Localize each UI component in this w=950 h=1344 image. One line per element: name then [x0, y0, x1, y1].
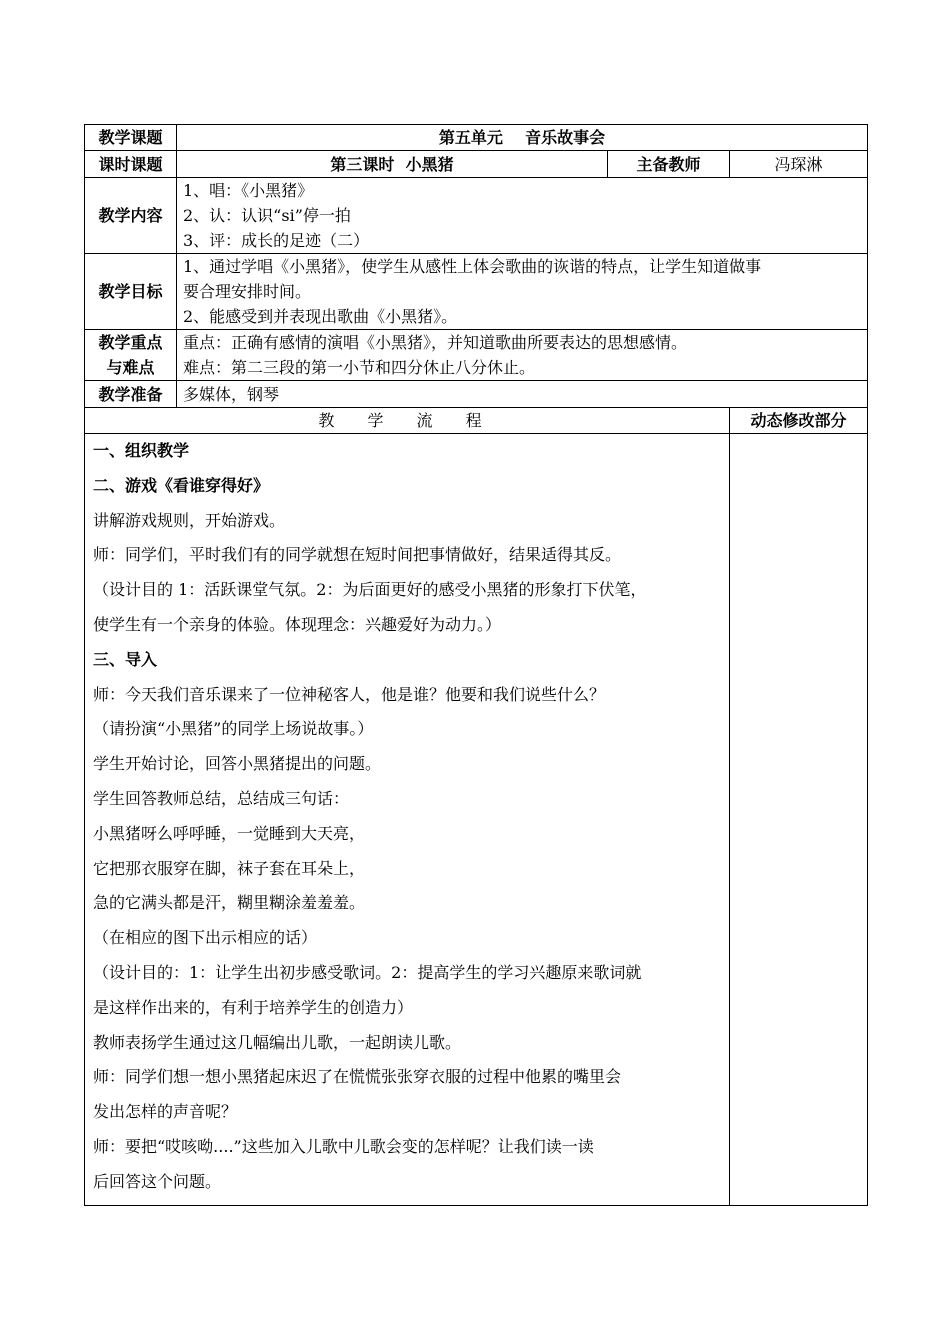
goals-row [85, 254, 868, 330]
flow-text-line: 学生回答教师总结，总结成三句话： [93, 788, 350, 808]
flow-section-heading: 二、游戏《看谁穿得好》 [93, 475, 270, 495]
prep-row [85, 381, 868, 408]
flow-header [85, 408, 730, 434]
prep-label: 教学准备 [85, 381, 177, 408]
goals-line: 2、能感受到并表现出歌曲《小黑猪》。 [183, 307, 458, 326]
goals-cell [177, 254, 868, 330]
flow-section-heading: 一、组织教学 [93, 441, 190, 460]
flow-text-line: 师：同学们，平时我们有的同学就想在短时间把事情做好，结果适得其反。 [93, 545, 622, 565]
revision-cell [730, 434, 868, 1206]
lesson-title: 第三课时 小黑猪 [177, 151, 608, 178]
flow-header-row [85, 408, 868, 434]
flow-text-line: （在相应的图下出示相应的话） [93, 928, 318, 948]
goals-line: 要合理安排时间。 [183, 282, 312, 301]
teacher-label: 主备教师 [608, 151, 730, 178]
content-cell [177, 178, 868, 254]
flow-text-line: 师：同学们想一想小黑猪起床迟了在慌慌张张穿衣服的过程中他累的嘴里会 [93, 1067, 622, 1087]
flow-text-line: 师：今天我们音乐课来了一位神秘客人，他是谁？他要和我们说些什么？ [93, 684, 606, 704]
flow-text-line: 急的它满头都是汗，糊里糊涂羞羞羞。 [93, 893, 366, 913]
flow-text-line: 讲解游戏规则，开始游戏。 [93, 510, 286, 530]
lesson-row [85, 151, 868, 178]
flow-text-line: 教师表扬学生通过这几幅编出儿歌，一起朗读儿歌。 [93, 1032, 462, 1052]
key-points-label [85, 330, 177, 381]
flow-text-line: （设计目的 1：活跃课堂气氛。2：为后面更好的感受小黑猪的形象打下伏笔， [93, 580, 647, 600]
key-points-label-line: 教学重点 [98, 333, 163, 352]
flow-text-line: （请扮演“小黑猪”的同学上场说故事。） [93, 719, 374, 739]
flow-text-line: 师：要把“哎咳呦....”这些加入儿歌中儿歌会变的怎样呢？让我们读一读 [93, 1136, 594, 1156]
flow-header-text: 教 学 流 程 [318, 411, 496, 430]
revision-header: 动态修改部分 [730, 408, 868, 434]
flow-section-heading: 三、导入 [93, 649, 158, 669]
course-label: 教学课题 [85, 125, 177, 151]
course-row [85, 125, 868, 151]
key-point-line: 重点：正确有感情的演唱《小黑猪》，并知道歌曲所要表达的思想感情。 [183, 333, 688, 352]
key-points-cell [177, 330, 868, 381]
content-row [85, 178, 868, 254]
flow-text-line: 是这样作出来的，有利于培养学生的创造力） [93, 997, 414, 1017]
teacher-name: 冯琛淋 [730, 151, 868, 178]
key-points-row [85, 330, 868, 381]
content-line: 3、评：成长的足迹（二） [183, 231, 370, 250]
course-title: 第五单元 音乐故事会 [177, 125, 868, 151]
flow-text-line: 后回答这个问题。 [93, 1171, 222, 1191]
flow-text-line: 它把那衣服穿在脚，袜子套在耳朵上， [93, 858, 366, 878]
flow-body-row [85, 434, 868, 1206]
flow-text-line: 发出怎样的声音呢？ [93, 1102, 238, 1122]
lesson-label: 课时课题 [85, 151, 177, 178]
content-label: 教学内容 [85, 178, 177, 254]
lesson-plan-table [84, 124, 868, 1206]
prep-value: 多媒体，钢琴 [177, 381, 868, 408]
key-points-label-line: 与难点 [106, 358, 155, 377]
flow-text-line: 使学生有一个亲身的体验。体现理念：兴趣爱好为动力。） [93, 614, 502, 634]
key-point-line: 难点：第二三段的第一小节和四分休止八分休止。 [183, 358, 536, 377]
flow-body [85, 434, 730, 1206]
flow-text-line: （设计目的：1：让学生出初步感受歌词。2：提高学生的学习兴趣原来歌词就 [93, 962, 642, 982]
flow-text-line: 小黑猪呀么呼呼睡，一觉睡到大天亮， [93, 823, 366, 843]
content-line: 1、唱：《小黑猪》 [183, 181, 314, 200]
content-line: 2、认：认识“si”停一拍 [183, 206, 351, 225]
goals-label: 教学目标 [85, 254, 177, 330]
goals-line: 1、通过学唱《小黑猪》，使学生从感性上体会歌曲的诙谐的特点，让学生知道做事 [183, 257, 762, 276]
flow-text-line: 学生开始讨论，回答小黑猪提出的问题。 [93, 754, 382, 774]
